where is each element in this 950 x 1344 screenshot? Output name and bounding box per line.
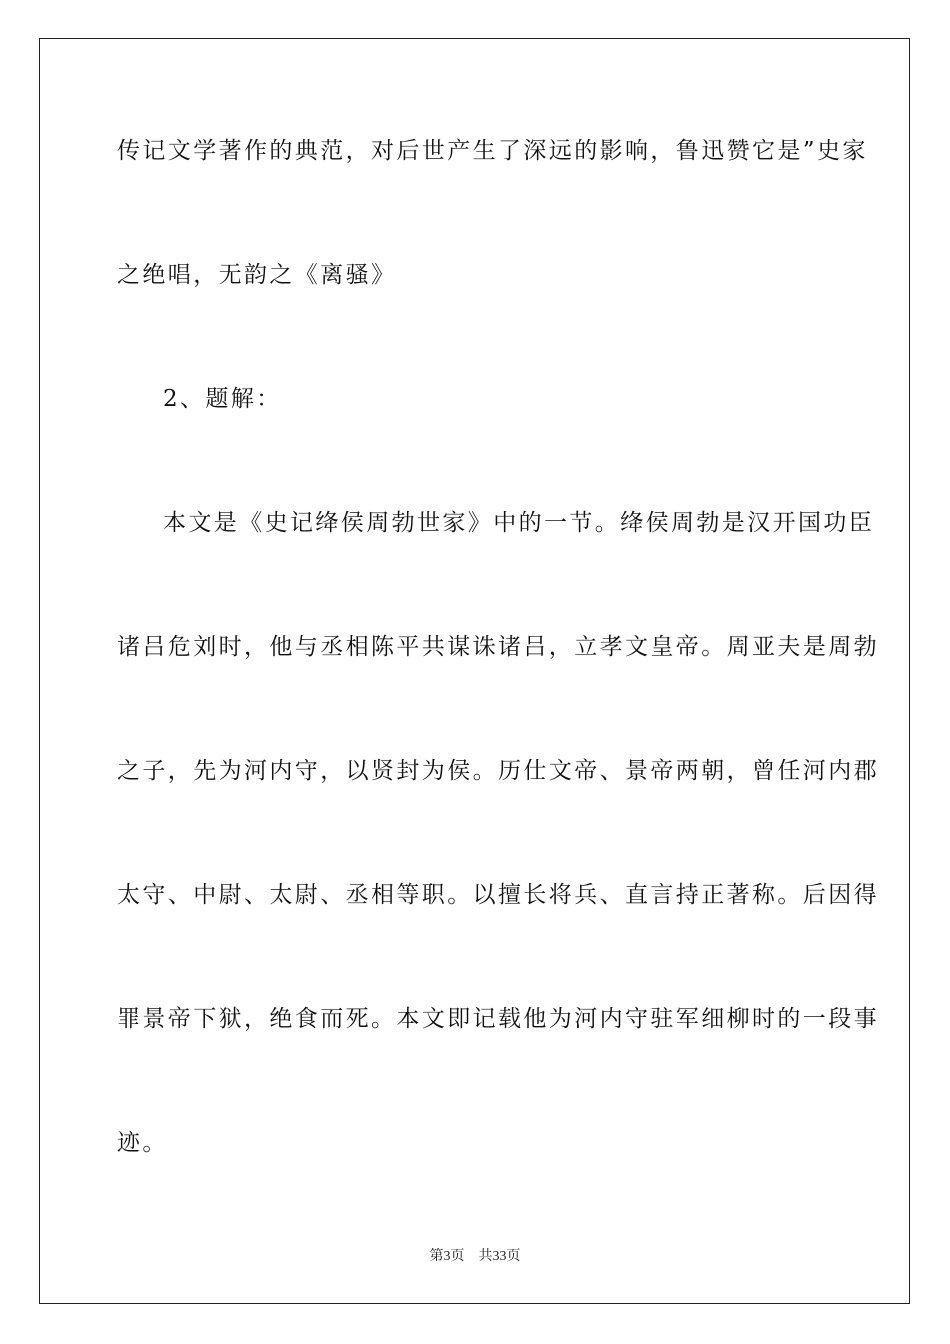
page-frame (39, 38, 910, 1304)
text-line-6: 之子，先为河内守，以贤封为侯。历仕文帝、景帝两朝，曾任河内郡 (117, 758, 879, 784)
text-line-8: 罪景帝下狱，绝食而死。本文即记载他为河内守驻军细柳时的一段事 (117, 1006, 879, 1032)
text-line-5: 诸吕危刘时，他与丞相陈平共谋诛诸吕，立孝文皇帝。周亚夫是周勃 (117, 634, 879, 660)
page-total: 共33页 (478, 1249, 521, 1264)
section-heading: 2、题解： (163, 386, 282, 412)
page-footer (0, 1248, 950, 1266)
text-line-7: 太守、中尉、太尉、丞相等职。以擅长将兵、直言持正著称。后因得 (117, 882, 879, 908)
text-line-9: 迹。 (117, 1130, 168, 1156)
text-line-2: 之绝唱，无韵之《离骚》 (117, 262, 397, 288)
page-number: 第3页 (429, 1249, 465, 1264)
text-line-1: 传记文学著作的典范，对后世产生了深远的影响，鲁迅赞它是”史家 (117, 138, 868, 164)
text-line-4: 本文是《史记绛侯周勃世家》中的一节。绛侯周勃是汉开国功臣 (163, 510, 875, 536)
